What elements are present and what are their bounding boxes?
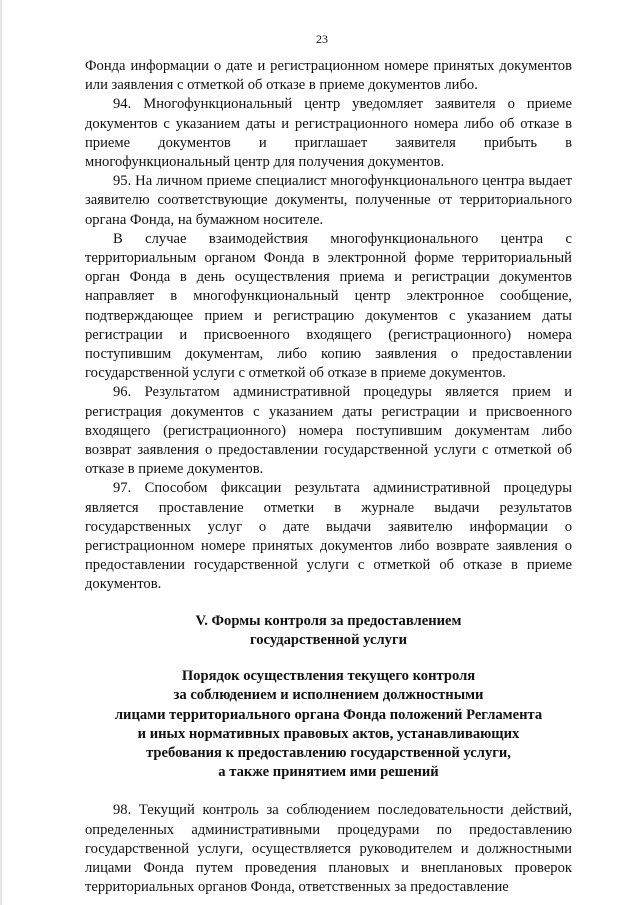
section-heading (85, 612, 572, 650)
subsection-heading (85, 667, 572, 782)
paragraph-95: 95. На личном приеме специалист многофункционального центра выдает заявителю соответствующие документы, полученные от территориального органа Фонда, на бумажном носителе. (85, 173, 572, 228)
document-body (85, 57, 572, 897)
paragraph-94: 94. Многофункциональный центр уведомляет заявителя о приеме документов с указанием даты и регистрационного номера либо об отказе в приеме документов и приглашает заявителя прибыть в многофункциональный центр для получения документов. (85, 96, 572, 171)
subsection-heading-line: а также принятием ими решений (218, 764, 439, 781)
paragraph-97: 97. Способом фиксации результата административной процедуры является проставление отметки в журнале выдачи результатов государственных услуг о дате выдачи заявителю информации о регистрационном номере принятых документов либо возврате заявления о предоставлении государственной услуги с отметкой об отказе в приеме документов. (85, 480, 572, 593)
section-heading-line: государственной услуги (249, 631, 408, 648)
paragraph-continuation: Фонда информации о дате и регистрационном номере принятых документов или заявления с отметкой об отказе в приеме документов либо. (85, 58, 572, 94)
subsection-heading-line: и иных нормативных правовых актов, устанавливающих (137, 725, 520, 742)
paragraph-95-continued: В случае взаимодействия многофункционального центра с территориальным органом Фонда в электронной форме территориальный орган Фонда в день осуществления приема и регистрации документов направляет в многофункциональный центр электронное сообщение, подтверждающее прием и регистрацию документов с указанием даты регистрации и присвоенного входящего (регистрационного) номера поступившим документам, либо копию заявления о предоставлении государственной услуги с отметкой об отказе в приеме документов. (85, 230, 572, 382)
paragraph-98: 98. Текущий контроль за соблюдением последовательности действий, определенных административными процедурами по предоставлению государственной услуги, осуществляется руководителем и должностными лицами Фонда путем проведения плановых и внеплановых проверок территориальных органов Фонда, ответственных за предоставление (85, 802, 572, 896)
subsection-heading-line: Порядок осуществления текущего контроля (181, 668, 476, 685)
paragraph-96: 96. Результатом административной процедуры является прием и регистрация документов с указанием даты регистрации и присвоенного входящего (регистрационного) номера поступившим документам либо возврат заявления о предоставлении государственной услуги с отметкой об отказе в приеме документов. (85, 384, 572, 478)
subsection-heading-line: требования к предоставлению государственной услуги, (146, 744, 511, 761)
subsection-heading-line: лицами территориального органа Фонда положений Регламента (114, 706, 543, 723)
page-number: 23 (316, 32, 328, 46)
subsection-heading-line: за соблюдением и исполнением должностными (173, 687, 484, 704)
section-heading-line: V. Формы контроля за предоставлением (195, 612, 462, 629)
